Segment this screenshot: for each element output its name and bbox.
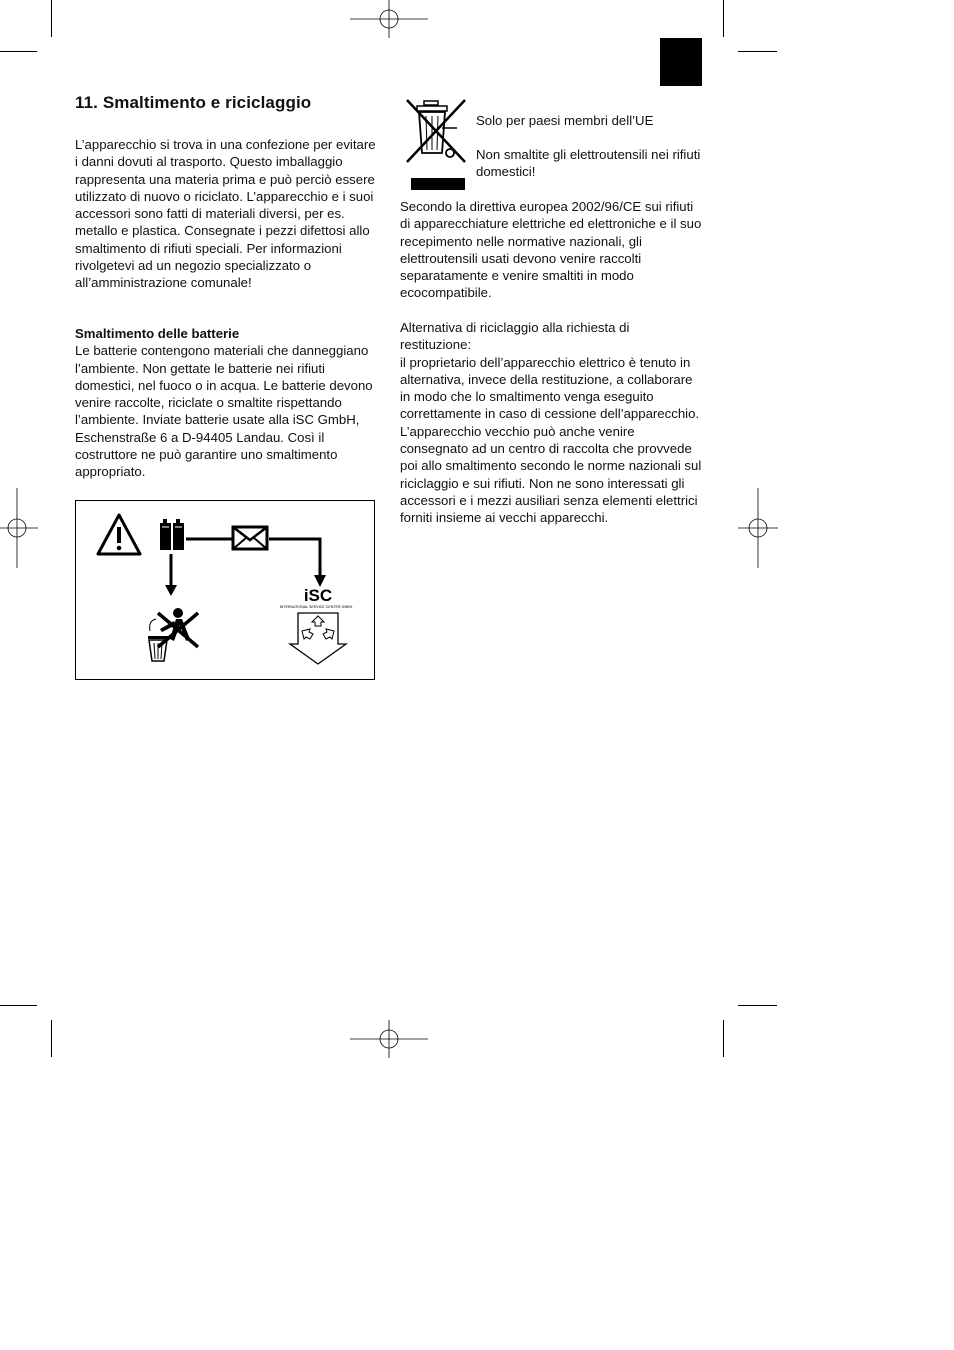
svg-text:INTERNATIONAL SERVICE CENTER G: INTERNATIONAL SERVICE CENTER GMBH [279, 605, 353, 609]
crop-mark-top-right-v [723, 0, 724, 37]
household-warning-note: Non smaltite gli elettroutensili nei rifiuti domestici! [476, 147, 701, 180]
crop-mark-bottom-left-v [51, 1020, 52, 1057]
registration-mark-right [738, 488, 778, 568]
crop-mark-top-left-h [0, 51, 37, 52]
alternative-paragraph: il proprietario dell’apparecchio elettrico è tenuto in alternativa, invece della restituzione, a collaborare in modo che lo smaltimento venga eseguito correttamente in caso di cessione dell’apparecchio. L’apparecchio vecchio può anche venire consegnato ad un centro di raccolta che provvede poi allo smaltimento secondo le norme nazionali sul riciclaggio e sui rifiuti. Non ne sono interessati gli accessori e i mezzi ausiliari senza elementi elettrici forniti insieme ai vecchi apparecchi. [400, 354, 702, 526]
crop-mark-top-left-v [51, 0, 52, 37]
alternative-section [400, 319, 702, 527]
crop-mark-bottom-left-h [0, 1005, 37, 1006]
battery-section [75, 325, 377, 481]
registration-mark-left [0, 488, 40, 568]
warning-triangle-icon [98, 515, 140, 554]
battery-heading: Smaltimento delle batterie [75, 326, 240, 341]
directive-paragraph: Secondo la direttiva europea 2002/96/CE sui rifiuti di apparecchiature elettriche ed elettroniche e il suo recepimento nelle normative nazionali, gli elettroutensili usati devono venire raccolti separatamente e venire smaltiti in modo ecocompatibile. [400, 199, 702, 301]
registration-mark-top [350, 0, 428, 40]
arrow-down-left-icon [165, 554, 177, 596]
crop-mark-top-right-h [738, 51, 777, 52]
intro-paragraph: L’apparecchio si trova in una confezione per evitare i danni dovuti al trasporto. Questo imballaggio rappresenta una materia prima e può perciò essere utilizzato di nuovo o riciclato. L’apparecchio e i suoi accessori sono fatti di materiali diversi, per es. metallo e plastica. Consegnate i pezzi difettosi allo smaltimento di rifiuti speciali. Per informazioni rivolgetevi ad un negozio specializzato o all’amministrazione comunale! [75, 137, 376, 291]
weee-crossed-bin-icon [405, 98, 469, 192]
battery-disposal-figure [75, 500, 375, 680]
svg-text:iSC: iSC [303, 586, 333, 605]
alternative-heading: Alternativa di riciclaggio alla richiesta di restituzione: [400, 320, 630, 353]
eu-only-note: Solo per paesi membri dell’UE [476, 113, 654, 128]
recycling-return-icon [290, 613, 346, 664]
no-household-waste-icon [148, 608, 198, 661]
registration-mark-bottom [350, 1020, 428, 1060]
battery-icon [160, 519, 184, 550]
arrow-down-right-icon [269, 539, 326, 587]
isc-logo [280, 586, 353, 609]
battery-paragraph: Le batterie contengono materiali che danneggiano l’ambiente. Non gettate le batterie nei rifiuti domestici, nel fuoco o in acqua. Le batterie devono venire raccolte, riciclate o smaltite rispettando l’ambiente. Inviate batterie usate alla iSC GmbH, Eschenstraße 6 a D-94405 Landau. Così il costruttore ne può garantire uno smaltimento appropriato. [75, 343, 373, 480]
crop-mark-bottom-right-v [723, 1020, 724, 1057]
section-title: 11. Smaltimento e riciclaggio [75, 93, 312, 112]
envelope-icon [233, 527, 267, 549]
language-tab-marker [660, 38, 702, 86]
crop-mark-bottom-right-h [738, 1005, 777, 1006]
